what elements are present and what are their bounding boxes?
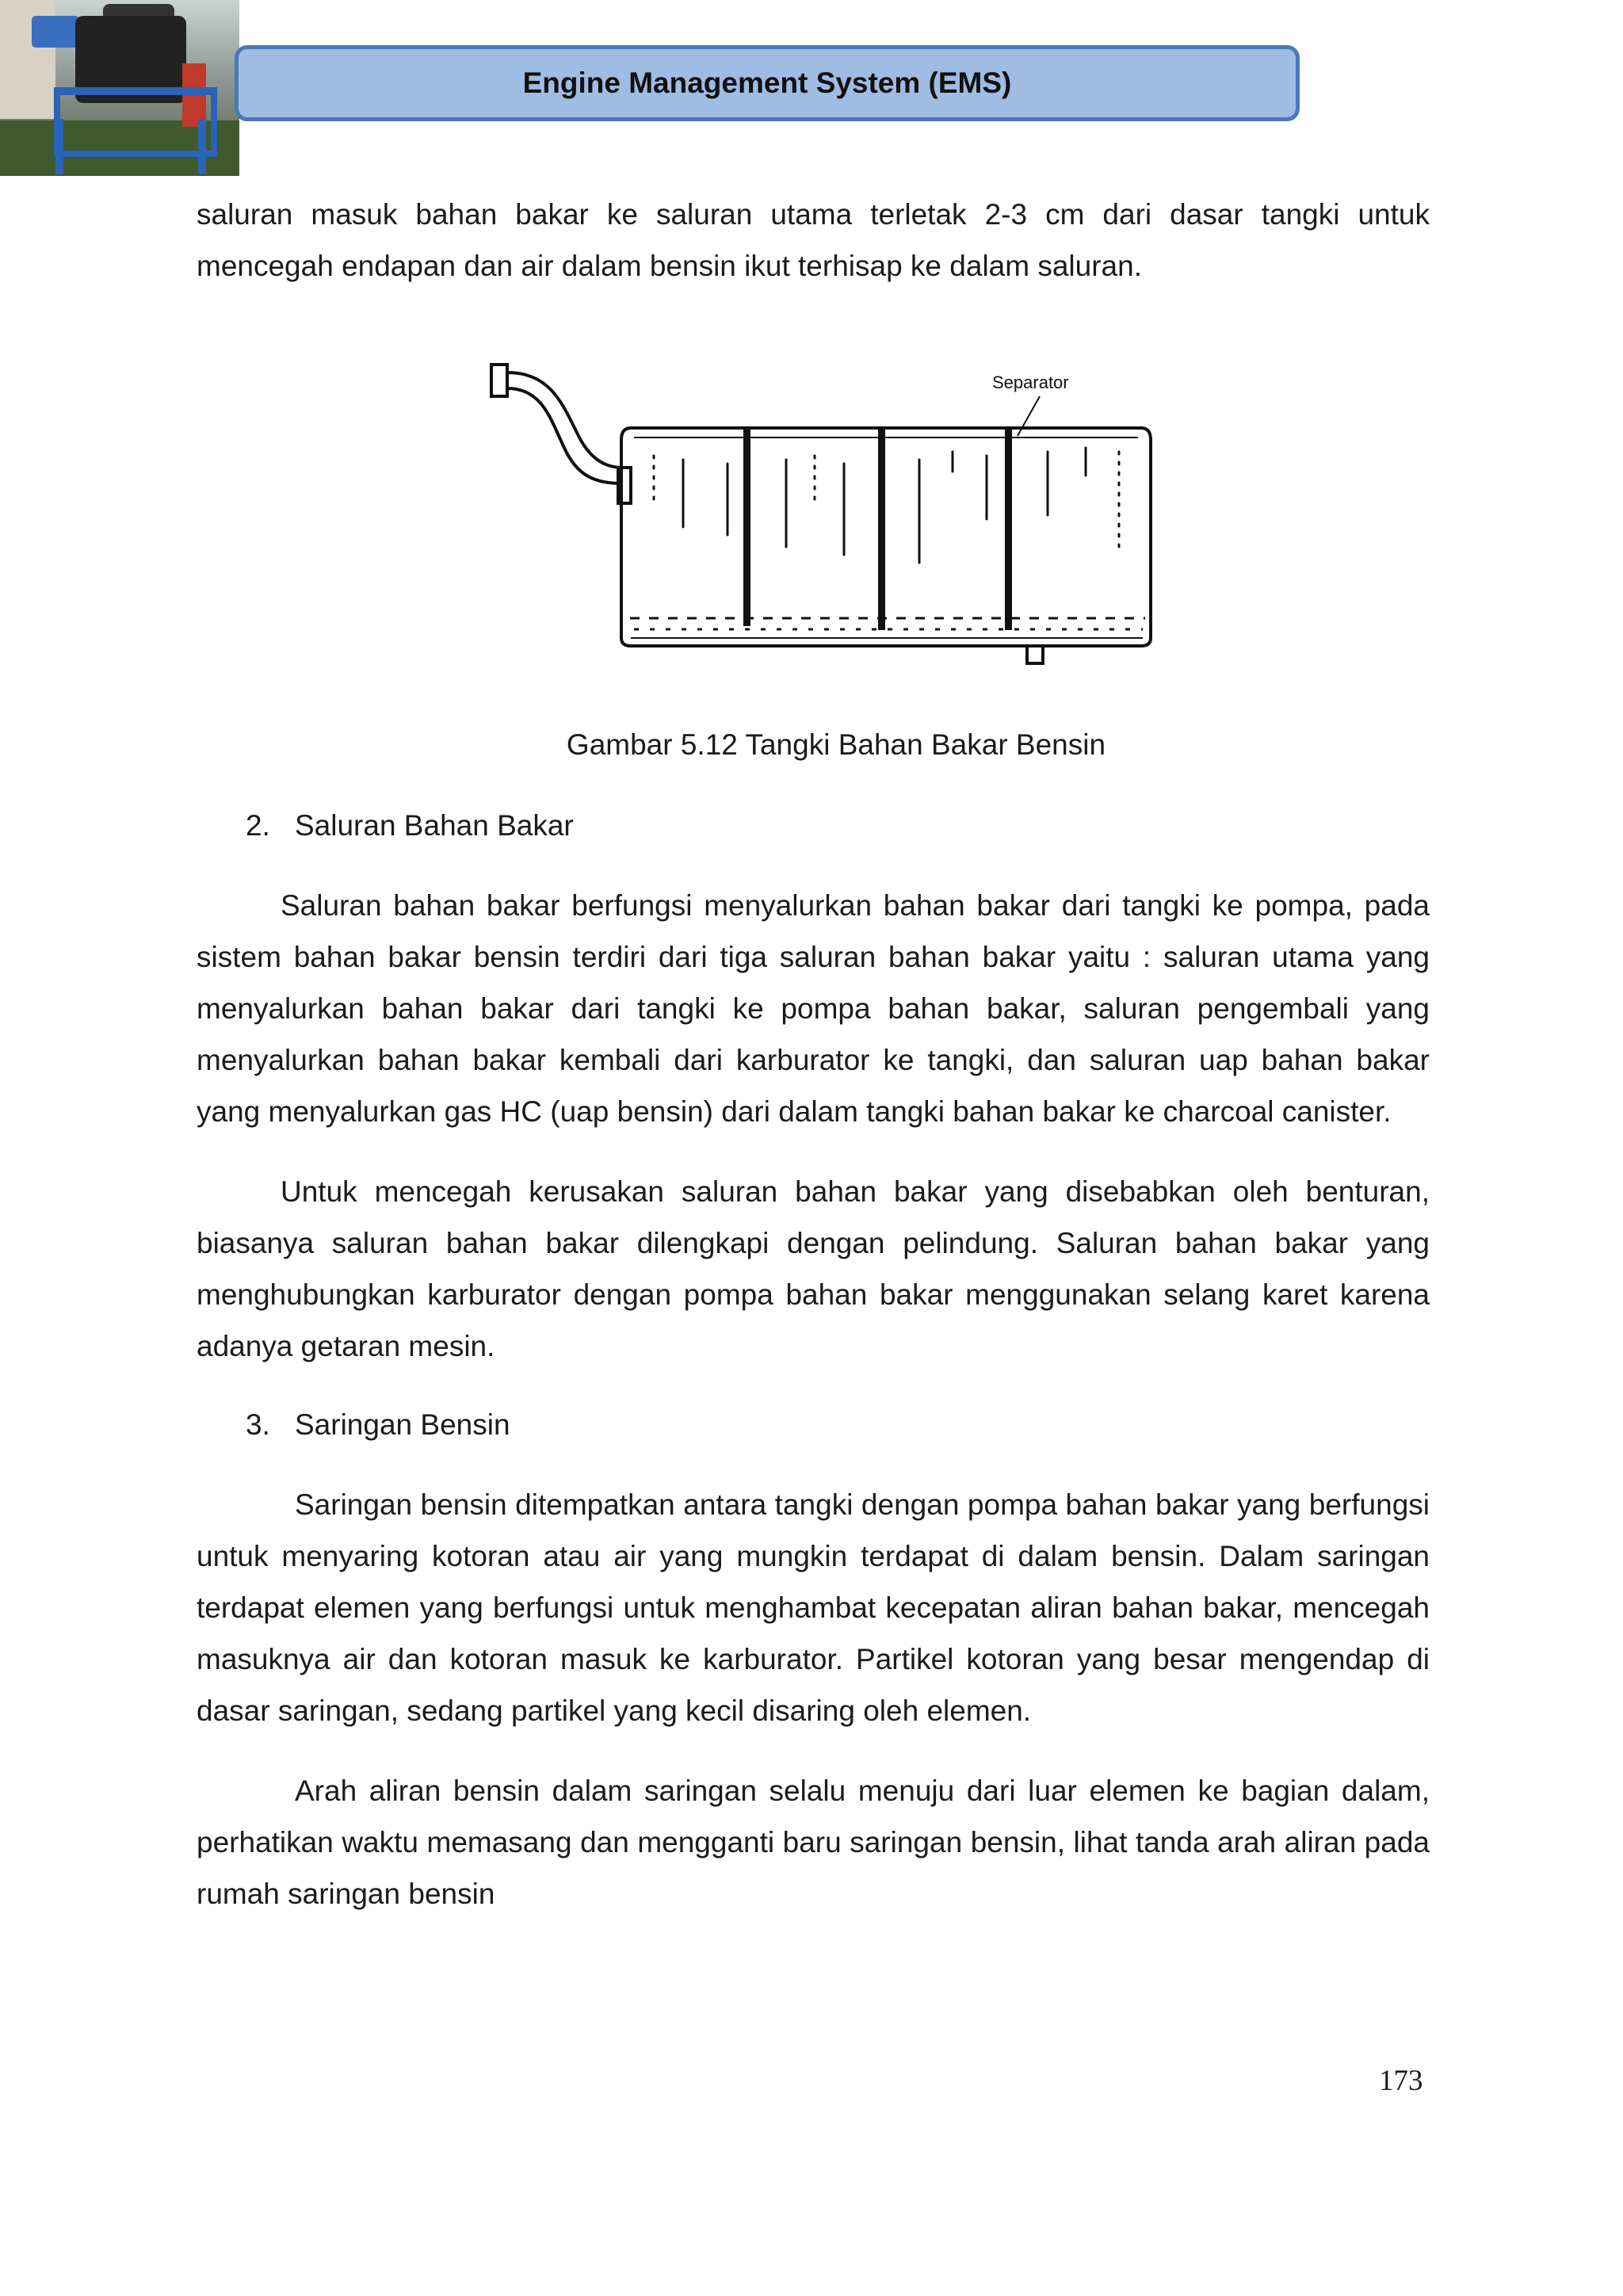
page-number: 173	[1379, 2065, 1423, 2097]
section-title: Saringan Bensin	[295, 1408, 510, 1441]
section-title: Saluran Bahan Bakar	[295, 809, 574, 842]
paragraph-intro: saluran masuk bahan bakar ke saluran utama terletak 2-3 cm dari dasar tangki untuk mencegah endapan dan air dalam bensin ikut terhisap ke dalam saluran.	[197, 198, 1430, 282]
section-heading-2	[246, 807, 574, 845]
fuel-tank-diagram	[475, 349, 1173, 674]
separator-plate-2	[878, 428, 885, 630]
separator-plate-1	[743, 428, 750, 626]
paragraph-saluran-1: Saluran bahan bakar berfungsi menyalurkan bahan bakar dari tangki ke pompa, pada sistem bahan bakar bensin terdiri dari tiga saluran bahan bakar yaitu : saluran utama yang menyalurkan bahan bakar dari tangki ke pompa bahan bakar, saluran pengembali yang menyalurkan bahan bakar kembali dari karburator ke tangki, dan saluran uap bahan bakar yang menyalurkan gas HC (uap bensin) dari dalam tangki bahan bakar ke charcoal canister.	[197, 889, 1430, 1128]
engine-trainer-photo	[0, 0, 239, 176]
figure-caption: Gambar 5.12 Tangki Bahan Bakar Bensin	[566, 728, 1106, 761]
paragraph-saluran-2: Untuk mencegah kerusakan saluran bahan bakar yang disebabkan oleh benturan, biasanya saluran bahan bakar dilengkapi dengan pelindung. Saluran bahan bakar yang menghubungkan karburator dengan pompa bahan bakar menggunakan selang karet karena adanya getaran mesin.	[197, 1175, 1430, 1362]
header-banner	[235, 45, 1300, 121]
section-heading-3	[246, 1406, 510, 1444]
paragraph-saringan-2: Arah aliran bensin dalam saringan selalu menuju dari luar elemen ke bagian dalam, perhatikan waktu memasang dan mengganti baru saringan bensin, lihat tanda arah aliran pada rumah saringan bensin	[197, 1775, 1430, 1910]
separator-label: Separator	[992, 372, 1069, 392]
header-title: Engine Management System (EMS)	[522, 67, 1012, 99]
paragraph-saringan-1: Saringan bensin ditempatkan antara tangki dengan pompa bahan bakar yang berfungsi untuk menyaring kotoran atau air yang mungkin terdapat di dalam bensin. Dalam saringan terdapat elemen yang berfungsi untuk menghambat kecepatan aliran bahan bakar, mencegah masuknya air dan kotoran masuk ke karburator. Partikel kotoran yang besar mengendap di dasar saringan, sedang partikel yang kecil disaring oleh elemen.	[197, 1488, 1430, 1727]
section-number: 3.	[246, 1408, 270, 1441]
section-number: 2.	[246, 809, 270, 842]
separator-plate-3	[1005, 428, 1012, 630]
